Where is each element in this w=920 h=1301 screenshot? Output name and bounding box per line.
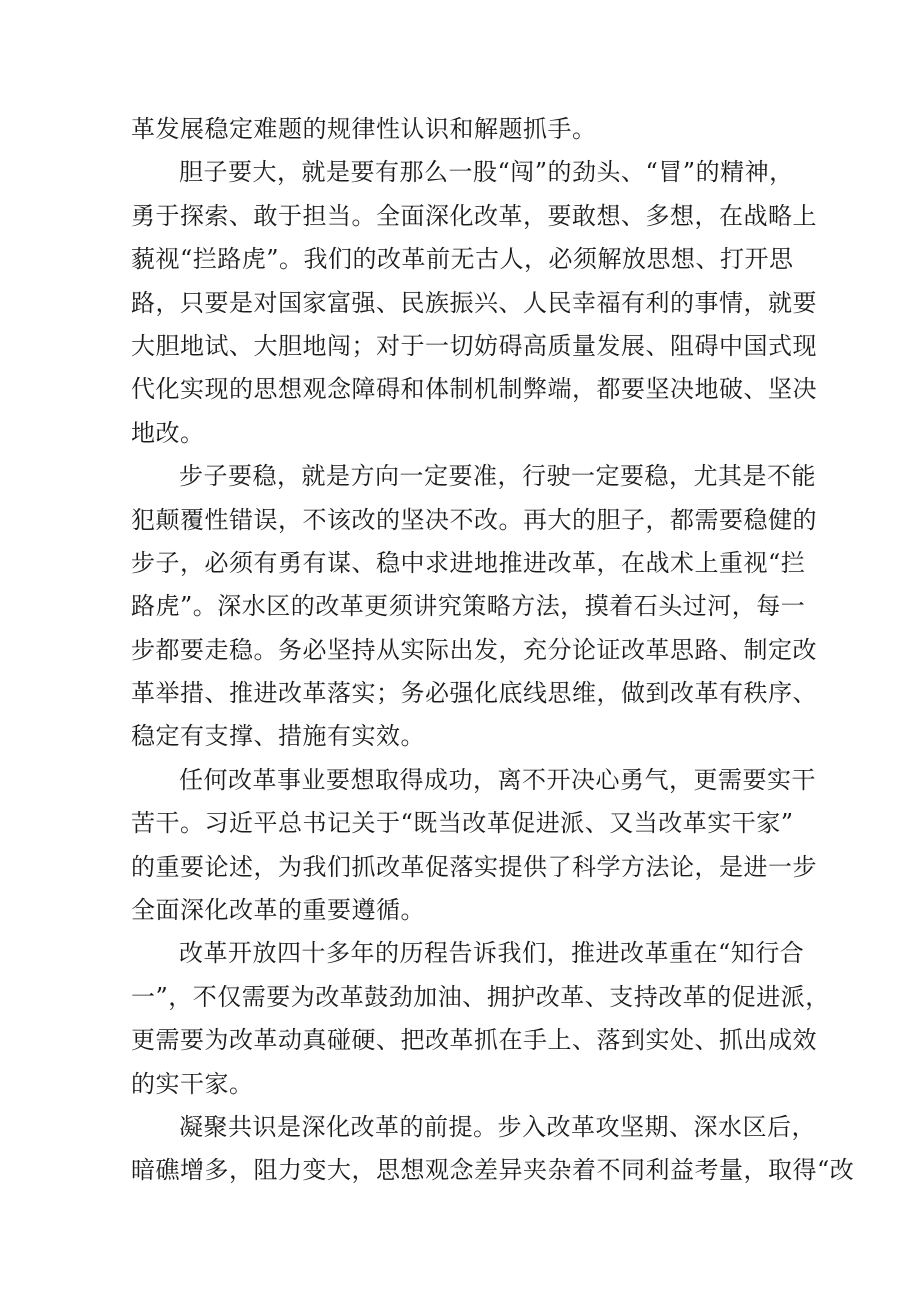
text-line: 一”，不仅需要为改革鼓劲加油、拥护改革、支持改革的促进派， [131, 982, 830, 1011]
text-line: 稳定有支撑、措施有实效。 [131, 722, 425, 751]
document-body [131, 108, 855, 1193]
text-line: 凝聚共识是深化改革的前提。步入改革攻坚期、深水区后， [179, 1112, 816, 1141]
text-line: 代化实现的思想观念障碍和体制机制弊端，都要坚决地破、坚决 [131, 375, 817, 404]
text-line: 暗礁增多，阻力变大，思想观念差异夹杂着不同利益考量，取得“改 [131, 1156, 855, 1185]
text-line: 胆子要大，就是要有那么一股“闯”的劲头、“冒”的精神， [179, 158, 794, 187]
text-line: 的重要论述，为我们抓改革促落实提供了科学方法论，是进一步 [131, 852, 817, 881]
text-line: 步都要走稳。务必坚持从实际出发，充分论证改革思路、制定改 [131, 635, 817, 664]
text-line: 藐视“拦路虎”。我们的改革前无古人，必须解放思想、打开思 [131, 245, 794, 274]
text-line: 任何改革事业要想取得成功，离不开决心勇气，更需要实干 [179, 765, 816, 794]
text-line: 革发展稳定难题的规律性认识和解题抓手。 [131, 115, 597, 143]
text-line: 苦干。习近平总书记关于“既当改革促进派、又当改革实干家” [131, 809, 794, 838]
text-line: 地改。 [131, 418, 205, 447]
text-line: 革举措、推进改革落实；务必强化底线思维，做到改革有秩序、 [131, 679, 817, 708]
text-line: 全面深化改革的重要遵循。 [131, 896, 425, 925]
text-line: 路虎”。深水区的改革更须讲究策略方法，摸着石头过河，每一 [131, 592, 806, 621]
text-line: 步子要稳，就是方向一定要准，行驶一定要稳，尤其是不能 [179, 462, 816, 491]
text-line: 路，只要是对国家富强、民族振兴、人民幸福有利的事情，就要 [131, 288, 817, 317]
text-line: 勇于探索、敢于担当。全面深化改革，要敢想、多想，在战略上 [131, 201, 817, 230]
text-line: 犯颠覆性错误，不该改的坚决不改。再大的胆子，都需要稳健的 [131, 505, 817, 534]
text-line: 改革开放四十多年的历程告诉我们，推进改革重在“知行合 [179, 939, 805, 968]
text-line: 大胆地试、大胆地闯；对于一切妨碍高质量发展、阻碍中国式现 [131, 331, 817, 360]
text-line: 更需要为改革动真碰硬、把改革抓在手上、落到实处、抓出成效 [131, 1026, 817, 1055]
text-line: 的实干家。 [131, 1069, 254, 1098]
text-line: 步子，必须有勇有谋、稳中求进地推进改革，在战术上重视“拦 [131, 548, 806, 577]
